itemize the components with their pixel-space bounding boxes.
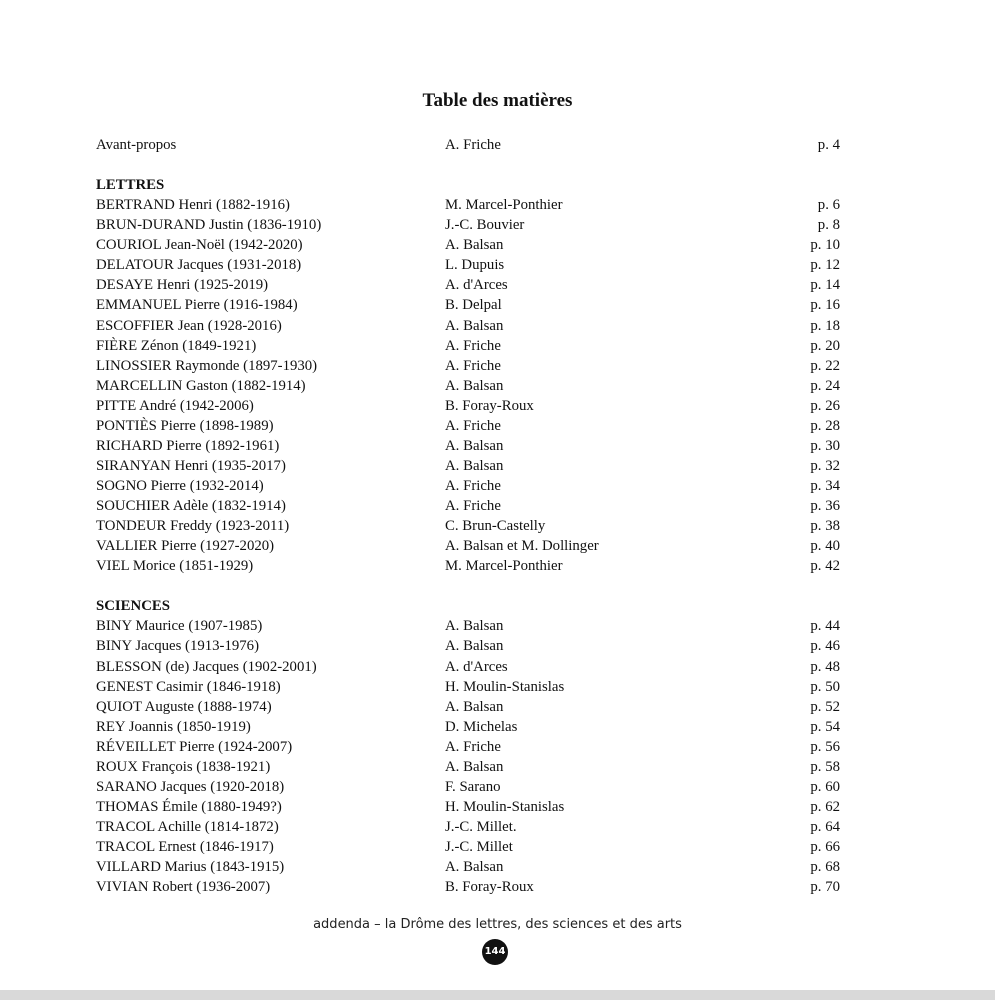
toc-row bbox=[96, 275, 840, 295]
toc-row bbox=[96, 657, 840, 677]
entry-name: BINY Maurice (1907-1985) bbox=[96, 618, 263, 635]
toc-row bbox=[96, 757, 840, 777]
entry-page: p. 14 bbox=[810, 277, 840, 294]
entry-author: A. Balsan bbox=[445, 237, 504, 254]
entry-page: p. 28 bbox=[810, 417, 840, 434]
table-of-contents bbox=[96, 135, 840, 897]
entry-page: p. 38 bbox=[810, 518, 840, 535]
entry-page: p. 4 bbox=[817, 137, 840, 153]
entry-name: RÉVEILLET Pierre (1924-2007) bbox=[96, 738, 293, 755]
entry-page: p. 50 bbox=[810, 678, 840, 695]
toc-row bbox=[96, 376, 840, 396]
entry-author: J.-C. Millet. bbox=[445, 819, 517, 835]
entry-name: QUIOT Auguste (1888-1974) bbox=[96, 698, 272, 715]
entry-page: p. 68 bbox=[810, 859, 840, 876]
toc-row bbox=[96, 677, 840, 697]
entry-author: F. Sarano bbox=[445, 778, 501, 795]
toc-row bbox=[96, 396, 840, 416]
entry-page: p. 16 bbox=[810, 297, 840, 314]
entry-author: D. Michelas bbox=[445, 718, 518, 735]
entry-author: A. Friche bbox=[445, 357, 501, 374]
entry-page: p. 66 bbox=[810, 839, 840, 856]
toc-row bbox=[96, 456, 840, 476]
entry-page: p. 34 bbox=[810, 478, 840, 494]
entry-page: p. 54 bbox=[810, 718, 840, 735]
entry-name: TRACOL Ernest (1846-1917) bbox=[96, 839, 274, 856]
entry-author: J.-C. Millet bbox=[445, 839, 513, 856]
entry-page: p. 24 bbox=[810, 377, 840, 394]
section-heading: LETTRES bbox=[96, 177, 165, 194]
entry-name: REY Joannis (1850-1919) bbox=[96, 718, 251, 735]
toc-row bbox=[96, 476, 840, 496]
entry-author: A. Balsan bbox=[445, 317, 504, 334]
toc-row bbox=[96, 235, 840, 255]
toc-row bbox=[96, 797, 840, 817]
entry-page: p. 8 bbox=[817, 217, 840, 234]
section-heading: SCIENCES bbox=[96, 598, 171, 615]
section-sciences bbox=[96, 596, 840, 897]
entry-author: J.-C. Bouvier bbox=[445, 217, 525, 234]
entry-page: p. 46 bbox=[810, 638, 840, 655]
bottom-bar bbox=[0, 990, 995, 1000]
entry-author: M. Marcel-Ponthier bbox=[445, 197, 563, 214]
entry-page: p. 52 bbox=[810, 698, 840, 715]
entry-author: A. d'Arces bbox=[445, 658, 508, 675]
entry-author: A. d'Arces bbox=[445, 277, 508, 294]
toc-row bbox=[96, 817, 840, 837]
entry-page: p. 42 bbox=[810, 558, 840, 575]
toc-row bbox=[96, 857, 840, 877]
entry-page: p. 10 bbox=[810, 237, 840, 254]
entry-name: GENEST Casimir (1846-1918) bbox=[96, 678, 281, 695]
entry-name: DELATOUR Jacques (1931-2018) bbox=[96, 257, 302, 274]
entry-name: TONDEUR Freddy (1923-2011) bbox=[96, 518, 290, 535]
entry-name: VIVIAN Robert (1936-2007) bbox=[96, 879, 271, 896]
entry-page: p. 26 bbox=[810, 397, 840, 414]
toc-row bbox=[96, 777, 840, 797]
toc-row bbox=[96, 516, 840, 536]
toc-row bbox=[96, 195, 840, 215]
entry-name: THOMAS Émile (1880-1949?) bbox=[96, 798, 282, 815]
toc-row bbox=[96, 877, 840, 897]
entry-name: FIÈRE Zénon (1849-1921) bbox=[96, 337, 257, 354]
toc-row bbox=[96, 356, 840, 376]
entry-name: BINY Jacques (1913-1976) bbox=[96, 638, 260, 655]
entry-name: PITTE André (1942-2006) bbox=[96, 397, 254, 414]
entry-name: TRACOL Achille (1814-1872) bbox=[96, 819, 279, 835]
sections-container bbox=[96, 175, 840, 897]
entry-page: p. 58 bbox=[810, 758, 840, 775]
section-lettres bbox=[96, 175, 840, 576]
entry-author: L. Dupuis bbox=[445, 257, 505, 274]
entry-name: LINOSSIER Raymonde (1897-1930) bbox=[96, 357, 318, 374]
entry-author: A. Balsan bbox=[445, 638, 504, 655]
entry-page: p. 20 bbox=[810, 337, 840, 354]
entry-page: p. 40 bbox=[810, 538, 840, 555]
toc-row bbox=[96, 536, 840, 556]
entry-author: B. Foray-Roux bbox=[445, 879, 534, 896]
entry-name: VALLIER Pierre (1927-2020) bbox=[96, 538, 275, 555]
toc-row bbox=[96, 295, 840, 315]
page-title: Table des matières bbox=[422, 90, 573, 111]
entry-page: p. 60 bbox=[810, 778, 840, 795]
entry-name: SOGNO Pierre (1932-2014) bbox=[96, 478, 264, 494]
entry-author: A. Friche bbox=[445, 498, 501, 515]
entry-name: BERTRAND Henri (1882-1916) bbox=[96, 197, 290, 214]
toc-row bbox=[96, 436, 840, 456]
entry-name: SIRANYAN Henri (1935-2017) bbox=[96, 457, 286, 474]
entry-name: SARANO Jacques (1920-2018) bbox=[96, 778, 285, 795]
entry-author: A. Balsan bbox=[445, 698, 504, 715]
toc-row bbox=[96, 496, 840, 516]
entry-page: p. 36 bbox=[810, 498, 840, 515]
entry-author: A. Friche bbox=[445, 137, 501, 153]
entry-name: BRUN-DURAND Justin (1836-1910) bbox=[96, 217, 322, 234]
entry-name: VIEL Morice (1851-1929) bbox=[96, 558, 254, 575]
entry-name: ROUX François (1838-1921) bbox=[96, 758, 271, 775]
entry-author: A. Friche bbox=[445, 337, 501, 354]
entry-author: A. Friche bbox=[445, 738, 501, 755]
entry-page: p. 30 bbox=[810, 437, 840, 454]
toc-row bbox=[96, 336, 840, 356]
entry-page: p. 56 bbox=[810, 738, 840, 755]
toc-row bbox=[96, 717, 840, 737]
entry-author: M. Marcel-Ponthier bbox=[445, 558, 563, 575]
entry-page: p. 32 bbox=[810, 457, 840, 474]
entry-page: p. 18 bbox=[810, 317, 840, 334]
entry-author: A. Balsan et M. Dollinger bbox=[445, 538, 599, 555]
entry-name: EMMANUEL Pierre (1916-1984) bbox=[96, 297, 298, 314]
toc-row bbox=[96, 316, 840, 336]
entry-name: Avant-propos bbox=[96, 137, 177, 153]
entry-name: PONTIÈS Pierre (1898-1989) bbox=[96, 417, 274, 434]
toc-row bbox=[96, 616, 840, 636]
entry-name: BLESSON (de) Jacques (1902-2001) bbox=[96, 658, 317, 675]
entry-author: A. Balsan bbox=[445, 618, 504, 635]
entry-author: A. Balsan bbox=[445, 859, 504, 876]
toc-row bbox=[96, 556, 840, 576]
entry-author: B. Delpal bbox=[445, 297, 502, 314]
entry-author: A. Balsan bbox=[445, 377, 504, 394]
entry-page: p. 64 bbox=[810, 819, 840, 835]
entry-name: RICHARD Pierre (1892-1961) bbox=[96, 437, 280, 454]
entry-name: COURIOL Jean-Noël (1942-2020) bbox=[96, 237, 303, 254]
entry-author: A. Balsan bbox=[445, 437, 504, 454]
entry-author: A. Friche bbox=[445, 417, 501, 434]
entry-name: VILLARD Marius (1843-1915) bbox=[96, 859, 285, 876]
entry-author: A. Balsan bbox=[445, 758, 504, 775]
entry-page: p. 44 bbox=[810, 618, 840, 635]
footer-text: addenda – la Drôme des lettres, des sciences et des arts bbox=[313, 917, 682, 932]
toc-row bbox=[96, 837, 840, 857]
entry-page: p. 70 bbox=[810, 879, 840, 896]
entry-page: p. 6 bbox=[817, 197, 840, 214]
entry-author: H. Moulin-Stanislas bbox=[445, 798, 565, 815]
entry-author: B. Foray-Roux bbox=[445, 397, 534, 414]
toc-row bbox=[96, 215, 840, 235]
entry-page: p. 62 bbox=[810, 798, 840, 815]
toc-row bbox=[96, 416, 840, 436]
toc-row bbox=[96, 697, 840, 717]
toc-row bbox=[96, 636, 840, 656]
entry-author: H. Moulin-Stanislas bbox=[445, 678, 565, 695]
entry-name: DESAYE Henri (1925-2019) bbox=[96, 277, 269, 294]
entry-page: p. 48 bbox=[810, 658, 840, 675]
entry-page: p. 12 bbox=[810, 257, 840, 274]
entry-author: C. Brun-Castelly bbox=[445, 518, 546, 535]
toc-row bbox=[96, 255, 840, 275]
page-number-badge: 144 bbox=[482, 939, 508, 965]
entry-author: A. Balsan bbox=[445, 457, 504, 474]
entry-page: p. 22 bbox=[810, 357, 840, 374]
entry-author: A. Friche bbox=[445, 478, 501, 494]
entry-name: SOUCHIER Adèle (1832-1914) bbox=[96, 498, 286, 515]
toc-row bbox=[96, 737, 840, 757]
entry-name: MARCELLIN Gaston (1882-1914) bbox=[96, 377, 306, 394]
toc-row-avant-propos bbox=[96, 135, 840, 155]
entry-name: ESCOFFIER Jean (1928-2016) bbox=[96, 317, 282, 334]
